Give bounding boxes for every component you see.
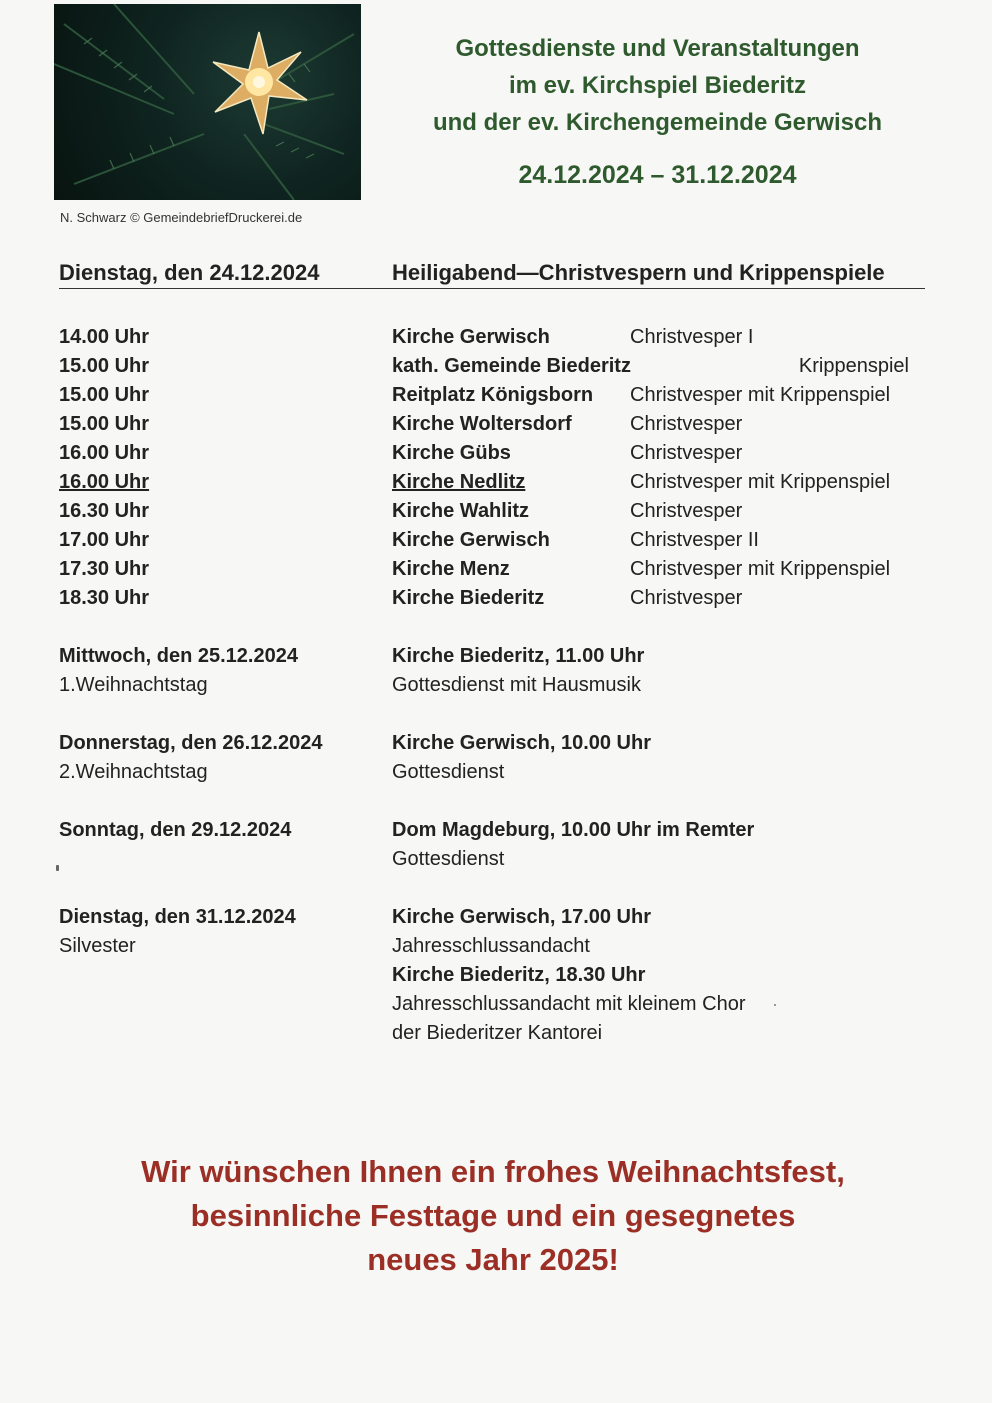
day-desc-2a: Jahresschlussandacht mit kleinem Chor: [392, 993, 746, 1015]
star-ornament-icon: [54, 4, 361, 200]
day-place: Kirche Gerwisch, 17.00 Uhr: [392, 906, 652, 928]
day-place-2: Kirche Biederitz, 18.30 Uhr: [392, 964, 646, 986]
row-service: Christvesper: [630, 500, 743, 522]
day-desc: Gottesdienst: [392, 761, 505, 783]
row-location: Kirche Gübs: [392, 442, 511, 464]
row-time: 16.30 Uhr: [59, 500, 150, 522]
row-time: 18.30 Uhr: [59, 587, 150, 609]
row-time: 15.00 Uhr: [59, 355, 150, 377]
day-entry-26-right: [392, 729, 651, 787]
day-note: Silvester: [59, 935, 136, 957]
scan-mark: [56, 865, 59, 871]
row-service: Christvesper: [630, 587, 743, 609]
row-location: Kirche Gerwisch: [392, 326, 550, 348]
schedule-row: [0, 558, 992, 587]
day-entry-31-right: [392, 903, 746, 1048]
day-place: Kirche Gerwisch, 10.00 Uhr: [392, 732, 652, 754]
day-date: Mittwoch, den 25.12.2024: [59, 645, 298, 667]
schedule-row: [0, 355, 992, 384]
scan-dot: [774, 1004, 776, 1006]
day-entry-25-left: [59, 642, 298, 700]
photo-credit: N. Schwarz © GemeindebriefDruckerei.de: [60, 210, 303, 225]
day-entry-29-right: [392, 816, 754, 874]
day-entry-26-left: [59, 729, 322, 787]
day-desc: Jahresschlussandacht: [392, 935, 590, 957]
day-entry-31-left: [59, 903, 296, 961]
row-service: Krippenspiel: [798, 355, 909, 377]
schedule-row: [0, 500, 992, 529]
row-location: Reitplatz Königsborn: [392, 384, 594, 406]
day-date: Donnerstag, den 26.12.2024: [59, 732, 323, 754]
star-ornament-photo: [54, 4, 361, 200]
row-service: Christvesper I: [630, 326, 754, 348]
row-service: Christvesper mit Krippenspiel: [630, 558, 891, 580]
day-note: 1.Weihnachtstag: [59, 674, 208, 696]
row-service: Christvesper II: [630, 529, 759, 551]
header-dates: 24.12.2024 – 31.12.2024: [518, 161, 797, 189]
schedule-row: [0, 529, 992, 558]
day-date: Sonntag, den 29.12.2024: [59, 819, 292, 841]
row-time: 15.00 Uhr: [59, 384, 150, 406]
header-line-3: und der ev. Kirchengemeinde Gerwisch: [432, 109, 882, 136]
row-time: 17.00 Uhr: [59, 529, 150, 551]
row-location: Kirche Gerwisch: [392, 529, 550, 551]
page-header: [395, 30, 920, 194]
greeting-line-1: Wir wünschen Ihnen ein frohes Weihnachtsfest,: [141, 1154, 845, 1189]
row-time: 14.00 Uhr: [59, 326, 150, 348]
greeting-line-3: neues Jahr 2025!: [367, 1242, 619, 1277]
row-location: Kirche Woltersdorf: [392, 413, 572, 435]
row-service: Christvesper: [630, 413, 743, 435]
day-place: Kirche Biederitz, 11.00 Uhr: [392, 645, 645, 667]
day-desc: Gottesdienst mit Hausmusik: [392, 674, 641, 696]
day-desc: Gottesdienst: [392, 848, 505, 870]
christmas-eve-title: Heiligabend—Christvespern und Krippenspiele: [392, 260, 885, 285]
schedule-row: [0, 326, 992, 355]
schedule-row: [0, 587, 992, 616]
day-note: 2.Weihnachtstag: [59, 761, 208, 783]
row-time: 17.30 Uhr: [59, 558, 150, 580]
schedule-row: [0, 442, 992, 471]
row-location: Kirche Wahlitz: [392, 500, 530, 522]
header-line-2: im ev. Kirchspiel Biederitz: [509, 72, 806, 99]
header-line-1: Gottesdienste und Veranstaltungen: [455, 35, 860, 62]
christmas-eve-heading: [59, 260, 925, 289]
christmas-eve-day: Dienstag, den 24.12.2024: [59, 260, 320, 285]
row-time: 16.00 Uhr: [59, 442, 150, 464]
row-time: 16.00 Uhr: [59, 471, 150, 493]
day-entry-29-left: [59, 816, 291, 845]
row-service: Christvesper mit Krippenspiel: [630, 384, 891, 406]
day-place: Dom Magdeburg, 10.00 Uhr im Remter: [392, 819, 755, 841]
row-service: Christvesper mit Krippenspiel: [630, 471, 891, 493]
row-location: Kirche Biederitz: [392, 587, 545, 609]
row-location: kath. Gemeinde Biederitz: [392, 355, 631, 377]
day-desc-2b: der Biederitzer Kantorei: [392, 1022, 603, 1044]
row-service: Christvesper: [630, 442, 743, 464]
row-location: Kirche Nedlitz: [392, 471, 526, 493]
day-entry-25-right: [392, 642, 644, 700]
schedule-row: [0, 384, 992, 413]
row-location: Kirche Menz: [392, 558, 510, 580]
day-date: Dienstag, den 31.12.2024: [59, 906, 296, 928]
greeting-line-2: besinnliche Festtage und ein gesegnetes: [190, 1198, 796, 1233]
schedule-row: [0, 471, 992, 500]
schedule-row: [0, 413, 992, 442]
greeting: [60, 1150, 926, 1282]
row-time: 15.00 Uhr: [59, 413, 150, 435]
